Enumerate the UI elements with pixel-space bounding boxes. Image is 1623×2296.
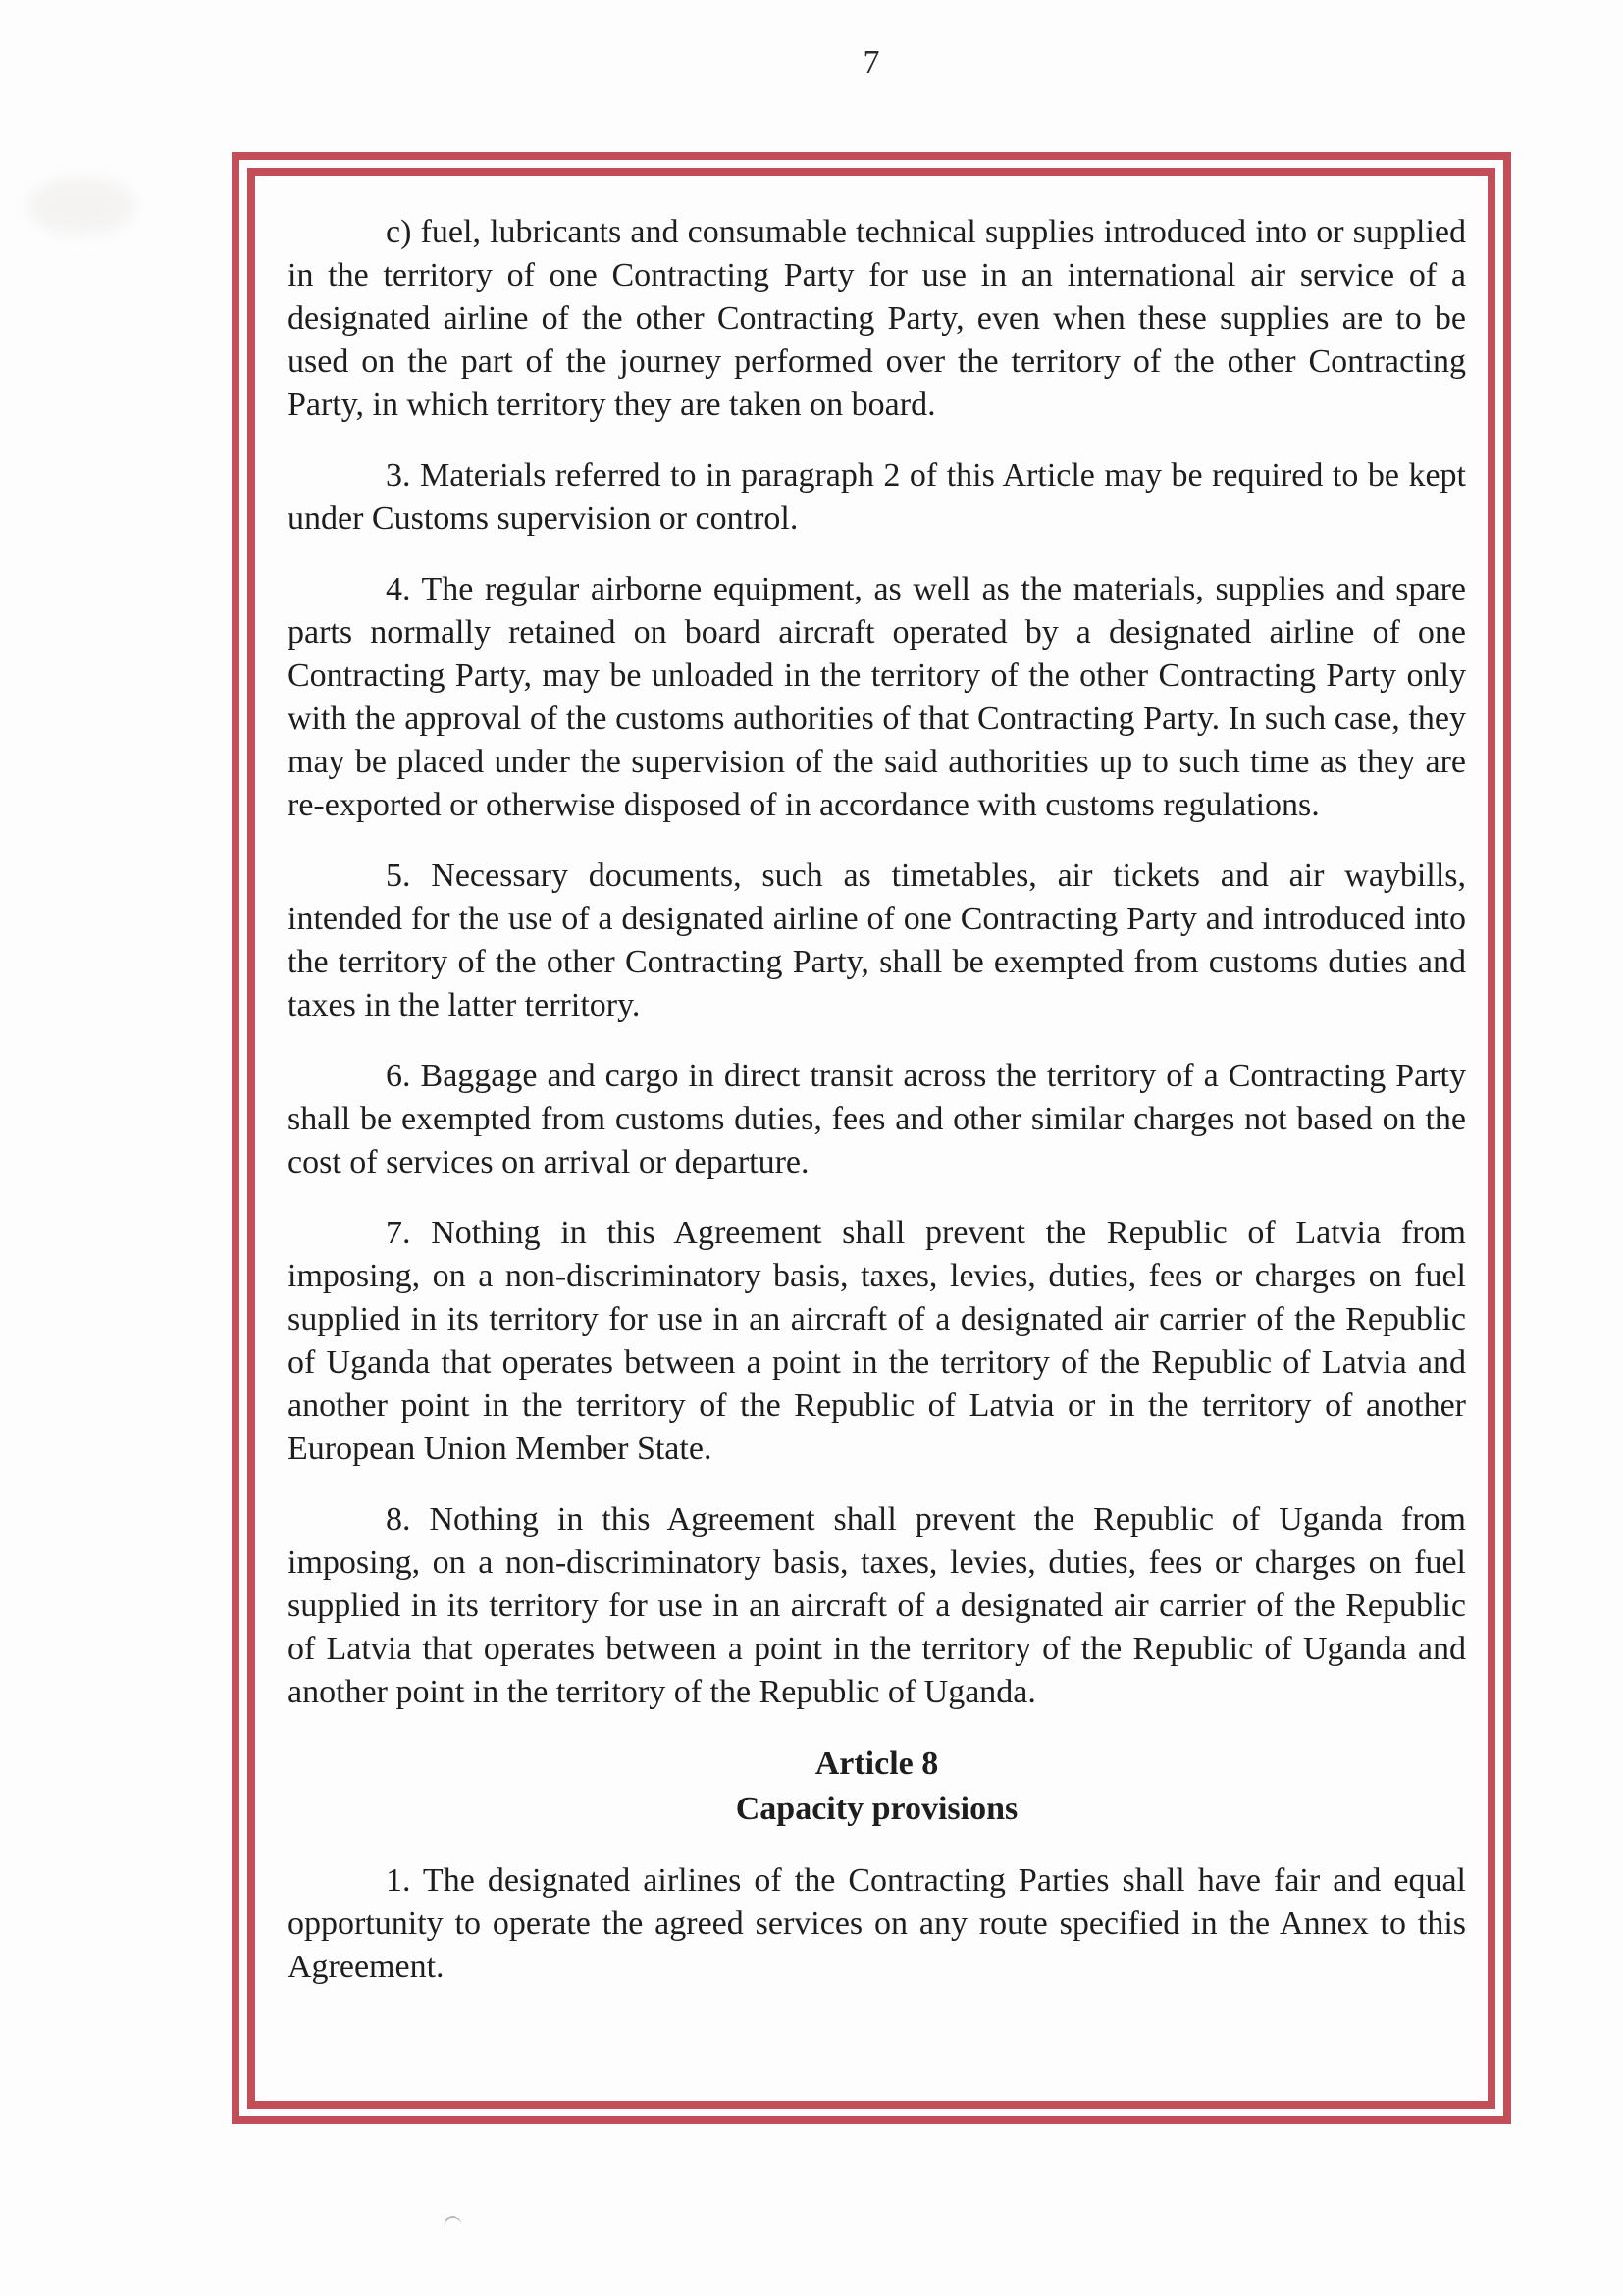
- article-heading: [288, 1742, 1466, 1832]
- page-number: 7: [863, 44, 880, 80]
- article-title: Capacity provisions: [735, 1791, 1019, 1827]
- decorative-border-inner: [247, 168, 1495, 2109]
- paragraph-5: 5. Necessary documents, such as timetables, air tickets and air waybills, intended for the use of a designated airline of one Contracting Party and introduced into the territory of the other Contracting Party, shall be exempted from customs duties and taxes in the latter territory.: [288, 858, 1466, 1023]
- paragraph-item-c: c) fuel, lubricants and consumable technical supplies introduced into or supplied in the territory of one Contracting Party for use in an international air service of a designated airline of the other Contracting Party, even when these supplies are to be used on the part of the journey performed over the territory of the other Contracting Party, in which territory they are taken on board.: [288, 214, 1466, 423]
- document-body: [255, 176, 1488, 2101]
- paragraph-6: 6. Baggage and cargo in direct transit across the territory of a Contracting Party shall be exempted from customs duties, fees and other similar charges not based on the cost of services on arrival or departure.: [288, 1058, 1466, 1180]
- scan-speck: [443, 2215, 461, 2228]
- paragraph-7: 7. Nothing in this Agreement shall prevent the Republic of Latvia from imposing, on a non-discriminatory basis, taxes, levies, duties, fees or charges on fuel supplied in its territory for use in an aircraft of a designated air carrier of the Republic of Uganda that operates between a point in the territory of the Republic of Latvia and another point in the territory of the Republic of Latvia or in the territory of another European Union Member State.: [288, 1215, 1466, 1467]
- decorative-border-outer: [232, 152, 1511, 2124]
- scan-smudge: [27, 177, 135, 235]
- paragraph-4: 4. The regular airborne equipment, as well as the materials, supplies and spare parts normally retained on board aircraft operated by a designated airline of one Contracting Party, may be unloaded in the territory of the other Contracting Party only with the approval of the customs authorities of that Contracting Party. In such case, they may be placed under the supervision of the said authorities up to such time as they are re-exported or otherwise disposed of in accordance with customs regulations.: [288, 571, 1466, 823]
- paragraph-1: 1. The designated airlines of the Contracting Parties shall have fair and equal opportunity to operate the agreed services on any route specified in the Annex to this Agreement.: [288, 1862, 1466, 1985]
- paragraph-8: 8. Nothing in this Agreement shall prevent the Republic of Uganda from imposing, on a non-discriminatory basis, taxes, levies, duties, fees or charges on fuel supplied in its territory for use in an aircraft of a designated air carrier of the Republic of Latvia that operates between a point in the territory of the Republic of Uganda and another point in the territory of the Republic of Uganda.: [288, 1501, 1466, 1710]
- article-number: Article 8: [814, 1746, 939, 1782]
- paragraph-3: 3. Materials referred to in paragraph 2 of this Article may be required to be kept under Customs supervision or control.: [288, 457, 1466, 537]
